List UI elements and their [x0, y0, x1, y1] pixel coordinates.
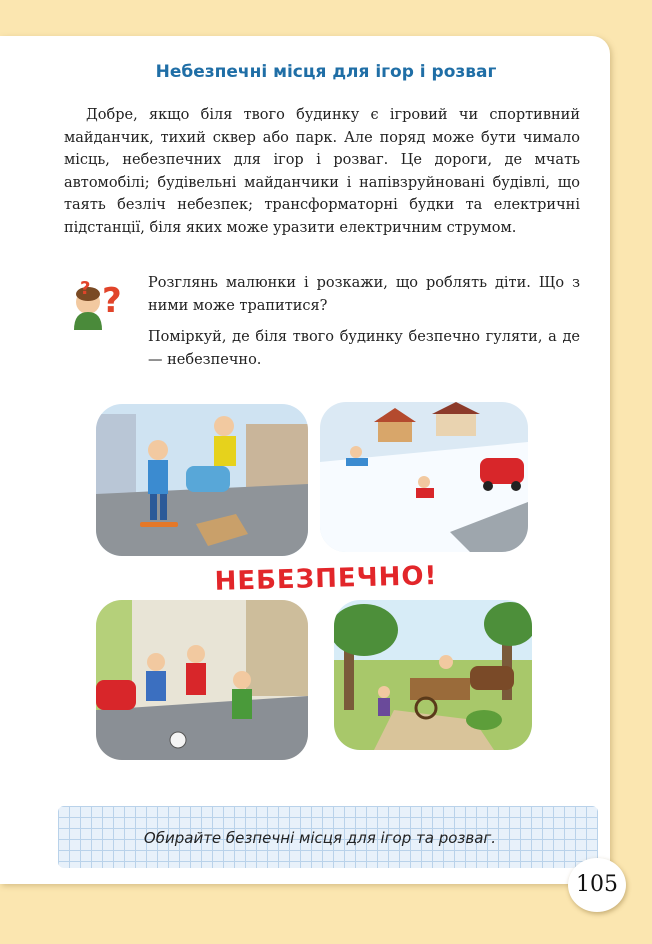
svg-text:?: ? [80, 278, 91, 299]
intro-paragraph: Добре, якщо біля твого будинку є ігровий чи спортивний майданчик, тихий сквер або парк. Але поряд може бути чимало місць, небезпечних для ігор і розваг. Це дороги, де мчать автомобілі; будівельні майданчики і напівзруйновані будівлі, що таять безліч небезпек; трансформаторні будки та електричні підстанції, біля яких може уразити електричним струмом. [64, 107, 580, 236]
illustration-sledding-road [320, 402, 528, 552]
advice-text: Обирайте безпечні місця для ігор та розваг. [143, 829, 497, 847]
page-title: Небезпечні місця для ігор і розваг [155, 62, 497, 82]
page-number: 105 [568, 858, 626, 912]
svg-text:?: ? [102, 281, 122, 321]
illustration-road-skateboarding [96, 404, 308, 556]
danger-label: НЕБЕЗПЕЧНО! [214, 561, 438, 597]
illustration-horse-cart [334, 600, 532, 750]
task-look-at-pictures: Розглянь малюнки і розкажи, що роблять діти. Що з ними може трапитися? [148, 275, 580, 314]
question-person-icon [66, 272, 140, 332]
illustration-football-street [96, 600, 308, 760]
task-think-about-home: Поміркуй, де біля твого будинку безпечно гуляти, а де — небезпечно. [148, 329, 580, 368]
